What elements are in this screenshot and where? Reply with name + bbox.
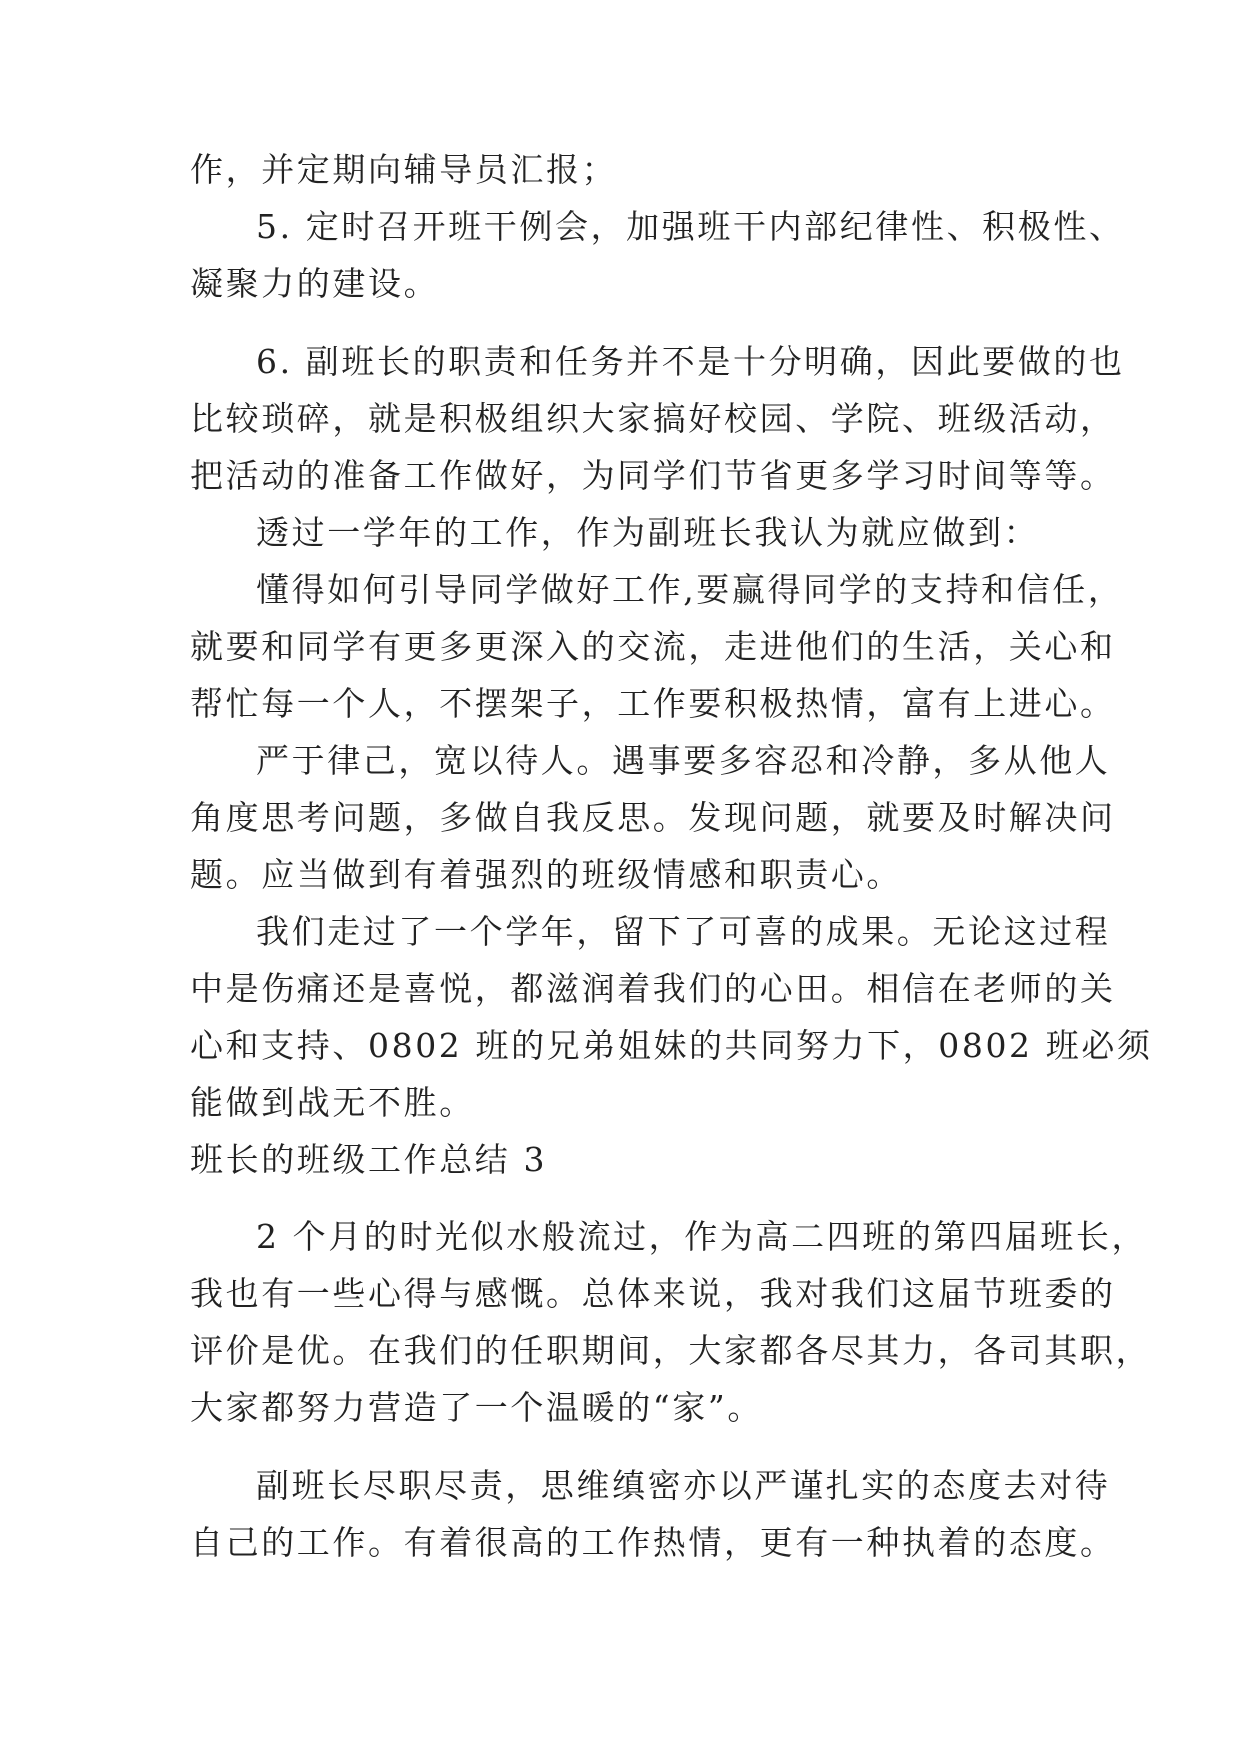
- text-line: 心和支持、0802 班的兄弟姐妹的共同努力下，0802 班必须: [190, 1026, 1153, 1065]
- text-line: 凝聚力的建设。: [190, 264, 440, 303]
- text-line: 6. 副班长的职责和任务并不是十分明确，因此要做的也: [256, 342, 1125, 381]
- text-line: 5. 定时召开班干例会，加强班干内部纪律性、积极性、: [256, 207, 1125, 246]
- text-line: 严于律己，宽以待人。遇事要多容忍和冷静，多从他人: [256, 741, 1111, 780]
- text-line: 帮忙每一个人，不摆架子，工作要积极热情，富有上进心。: [190, 684, 1116, 723]
- text-line: 我也有一些心得与感慨。总体来说，我对我们这届节班委的: [190, 1274, 1116, 1313]
- text-line: 副班长尽职尽责，思维缜密亦以严谨扎实的态度去对待: [256, 1466, 1111, 1505]
- text-line: 作，并定期向辅导员汇报；: [190, 150, 618, 189]
- text-line: 中是伤痛还是喜悦，都滋润着我们的心田。相信在老师的关: [190, 969, 1116, 1008]
- text-line: 评价是优。在我们的任职期间，大家都各尽其力，各司其职，: [190, 1331, 1152, 1370]
- text-line: 把活动的准备工作做好，为同学们节省更多学习时间等等。: [190, 456, 1116, 495]
- text-line: 大家都努力营造了一个温暖的“家”。: [190, 1388, 763, 1427]
- text-line: 透过一学年的工作，作为副班长我认为就应做到：: [256, 513, 1040, 552]
- text-line: 2 个月的时光似水般流过，作为高二四班的第四届班长，: [256, 1217, 1148, 1256]
- text-line: 比较琐碎，就是积极组织大家搞好校园、学院、班级活动，: [190, 399, 1116, 438]
- text-line: 懂得如何引导同学做好工作,要赢得同学的支持和信任，: [256, 570, 1124, 609]
- text-line: 角度思考问题，多做自我反思。发现问题，就要及时解决问: [190, 798, 1116, 837]
- text-line: 题。应当做到有着强烈的班级情感和职责心。: [190, 855, 902, 894]
- text-line: 就要和同学有更多更深入的交流，走进他们的生活，关心和: [190, 627, 1116, 666]
- text-line: 自己的工作。有着很高的工作热情，更有一种执着的态度。: [190, 1523, 1116, 1562]
- text-line: 我们走过了一个学年，留下了可喜的成果。无论这过程: [256, 912, 1111, 951]
- section-heading: 班长的班级工作总结 3: [190, 1140, 548, 1179]
- text-line: 能做到战无不胜。: [190, 1083, 475, 1122]
